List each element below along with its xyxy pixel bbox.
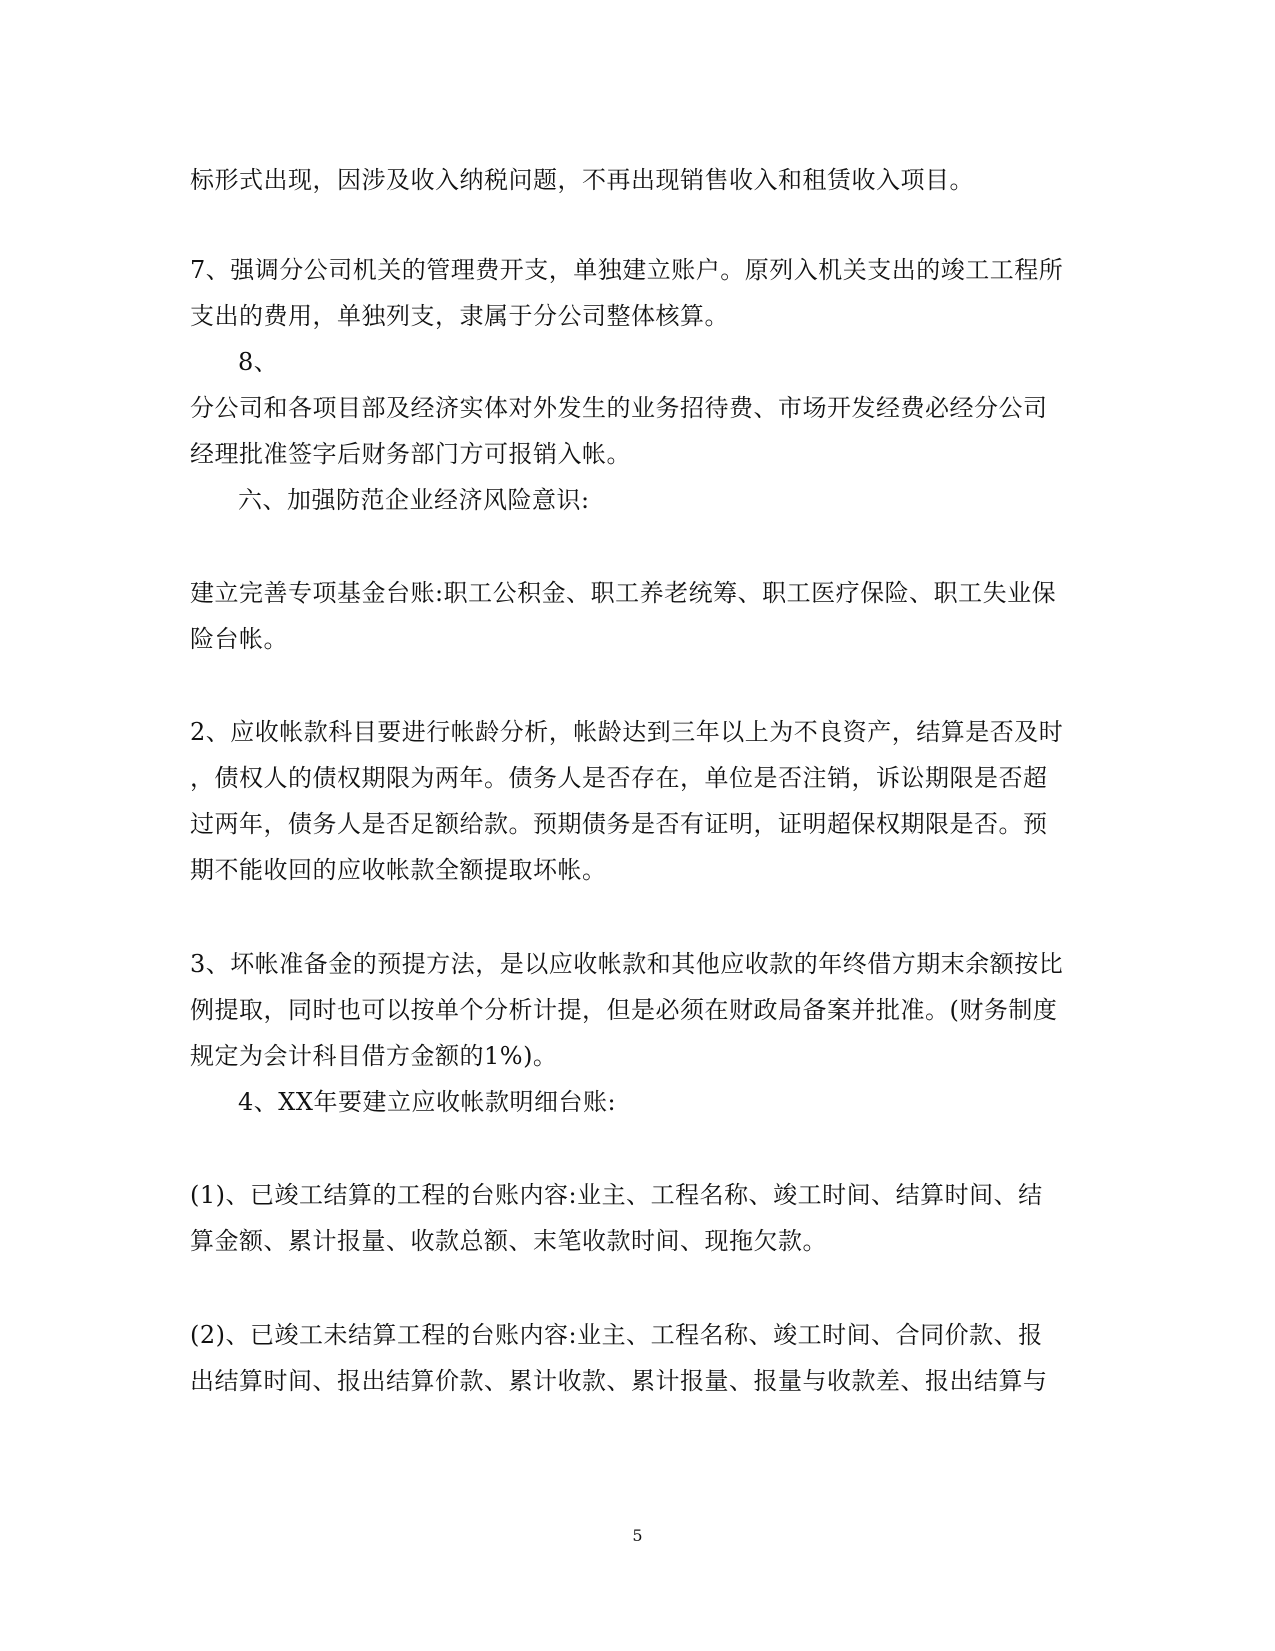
text-line: 出结算时间、报出结算价款、累计收款、累计报量、报量与收款差、报出结算与	[190, 1367, 1048, 1395]
text-line: 规定为会计科目借方金额的1%)。	[190, 1042, 558, 1070]
text-line: 支出的费用，单独列支，隶属于分公司整体核算。	[190, 302, 729, 330]
text-line: 4、XX年要建立应收帐款明细台账:	[238, 1088, 617, 1116]
text-line: 建立完善专项基金台账:职工公积金、职工养老统筹、职工医疗保险、职工失业保	[190, 579, 1057, 607]
text-line: 7、强调分公司机关的管理费开支，单独建立账户。原列入机关支出的竣工工程所	[190, 256, 1064, 284]
text-line: 险台帐。	[190, 625, 288, 653]
section-heading: 六、加强防范企业经济风险意识:	[238, 486, 590, 514]
text-line: 2、应收帐款科目要进行帐龄分析，帐龄达到三年以上为不良资产，结算是否及时	[190, 718, 1064, 746]
text-line: 算金额、累计报量、收款总额、末笔收款时间、现拖欠款。	[190, 1227, 827, 1255]
text-line: 3、坏帐准备金的预提方法，是以应收帐款和其他应收款的年终借方期末余额按比	[190, 950, 1064, 978]
text-line: 8、	[238, 348, 279, 376]
text-line: 分公司和各项目部及经济实体对外发生的业务招待费、市场开发经费必经分公司	[190, 394, 1048, 422]
text-line: (2)、已竣工未结算工程的台账内容:业主、工程名称、竣工时间、合同价款、报	[190, 1321, 1043, 1349]
text-line: 标形式出现，因涉及收入纳税问题，不再出现销售收入和租赁收入项目。	[190, 166, 974, 194]
text-line: 例提取，同时也可以按单个分析计提，但是必须在财政局备案并批准。(财务制度	[190, 996, 1058, 1024]
text-line: ，债权人的债权期限为两年。债务人是否存在，单位是否注销，诉讼期限是否超	[190, 764, 1048, 792]
page-number: 5	[632, 1526, 643, 1545]
text-line: 经理批准签字后财务部门方可报销入帐。	[190, 440, 631, 468]
text-line: 期不能收回的应收帐款全额提取坏帐。	[190, 856, 607, 884]
text-line: 过两年，债务人是否足额给款。预期债务是否有证明，证明超保权期限是否。预	[190, 810, 1048, 838]
text-line: (1)、已竣工结算的工程的台账内容:业主、工程名称、竣工时间、结算时间、结	[190, 1181, 1043, 1209]
